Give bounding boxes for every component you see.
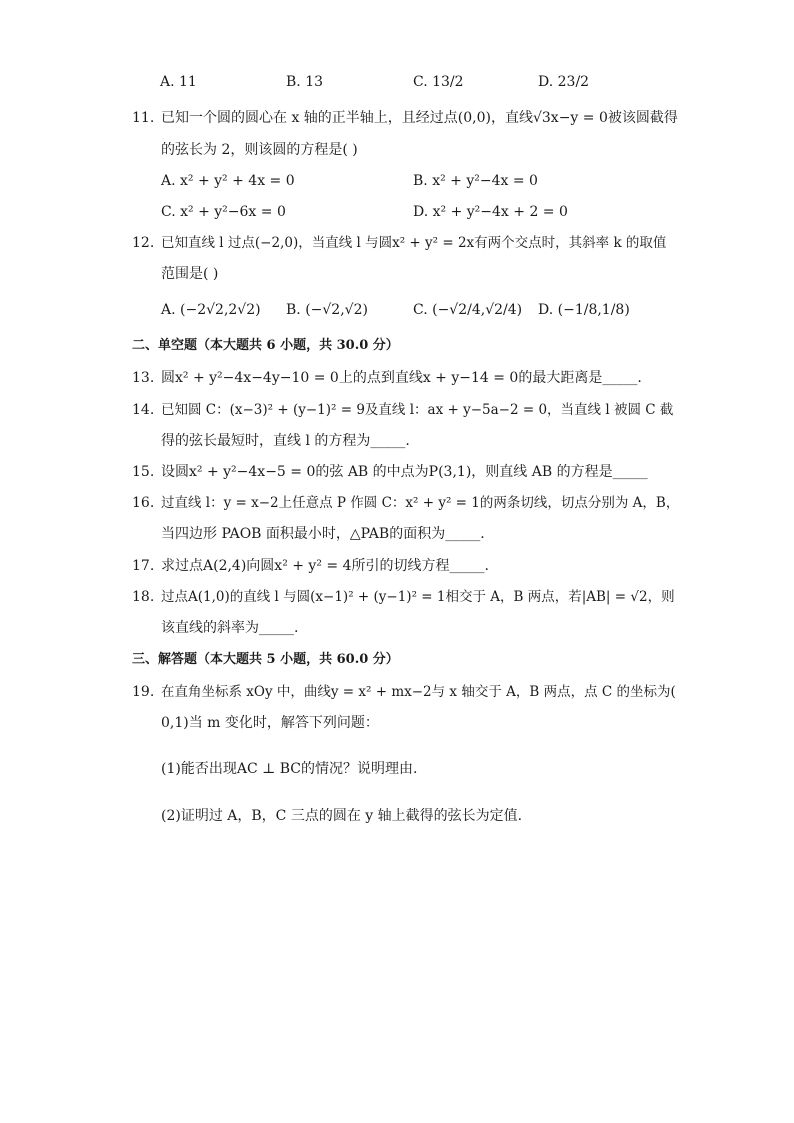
question-number: 12. [132, 235, 155, 251]
question-subpart: (1)能否出现AC ⊥ BC的情况？说明理由. [161, 761, 418, 777]
question-number: 19. [132, 684, 155, 700]
question-text: 的弦长为 2，则该圆的方程是( ) [161, 142, 358, 158]
question-text: 该直线的斜率为_____. [161, 620, 299, 636]
q12-option-a: A. (−2√2,2√2) [161, 302, 261, 318]
q11-option-a: A. x² + y² + 4x = 0 [161, 173, 295, 189]
question-text: 0,1)当 m 变化时，解答下列问题： [161, 715, 379, 731]
question-text: 已知圆 C：(x−3)² + (y−1)² = 9及直线 l：ax + y−5a−2 = 0，当直线 l 被圆 C 截 [161, 402, 674, 418]
q11-option-d: D. x² + y²−4x + 2 = 0 [413, 204, 568, 220]
q12-option-c: C. (−√2/4,√2/4) [413, 302, 523, 318]
question-subpart: (2)证明过 A，B，C 三点的圆在 y 轴上截得的弦长为定值. [161, 808, 523, 824]
q10-option-b: B. 13 [286, 74, 324, 90]
q11-option-c: C. x² + y²−6x = 0 [161, 204, 286, 220]
question-number: 18. [132, 589, 155, 605]
q12-option-b: B. (−√2,√2) [286, 302, 368, 318]
question-number: 15. [132, 464, 155, 480]
question-number: 13. [132, 370, 155, 386]
question-text: 范围是( ) [161, 266, 219, 282]
question-number: 14. [132, 402, 155, 418]
section-heading: 二、单空题（本大题共 6 小题，共 30.0 分） [132, 338, 399, 353]
q12-option-d: D. (−1/8,1/8) [538, 302, 630, 318]
question-text: 设圆x² + y²−4x−5 = 0的弦 AB 的中点为P(3,1)，则直线 AB 的方程是_____ [161, 464, 648, 480]
question-text: 当四边形 PAOB 面积最小时，△PAB的面积为_____. [161, 526, 485, 542]
q10-option-c: C. 13/2 [413, 74, 464, 90]
question-text: 得的弦长最短时，直线 l 的方程为_____. [161, 433, 410, 449]
section-heading: 三、解答题（本大题共 5 小题，共 60.0 分） [132, 652, 399, 667]
q10-option-d: D. 23/2 [538, 74, 590, 90]
question-text: 已知一个圆的圆心在 x 轴的正半轴上，且经过点(0,0)，直线√3x−y = 0被该圆截得 [161, 110, 678, 126]
question-text: 过直线 l：y = x−2上任意点 P 作圆 C：x² + y² = 1的两条切线，切点分别为 A，B， [161, 495, 680, 511]
q11-option-b: B. x² + y²−4x = 0 [413, 173, 538, 189]
q10-option-a: A. 11 [160, 74, 197, 90]
question-text: 过点A(1,0)的直线 l 与圆(x−1)² + (y−1)² = 1相交于 A，B 两点，若|AB| = √2，则 [161, 589, 675, 605]
question-text: 求过点A(2,4)向圆x² + y² = 4所引的切线方程_____. [161, 558, 489, 574]
question-text: 已知直线 l 过点(−2,0)，当直线 l 与圆x² + y² = 2x有两个交点时，其斜率 k 的取值 [161, 235, 667, 251]
question-text: 圆x² + y²−4x−4y−10 = 0上的点到直线x + y−14 = 0的最大距离是_____. [161, 370, 642, 386]
question-text: 在直角坐标系 xOy 中，曲线y = x² + mx−2与 x 轴交于 A，B 两点，点 C 的坐标为( [161, 684, 676, 700]
question-number: 17. [132, 558, 155, 574]
question-number: 11. [132, 110, 155, 126]
question-number: 16. [132, 495, 155, 511]
